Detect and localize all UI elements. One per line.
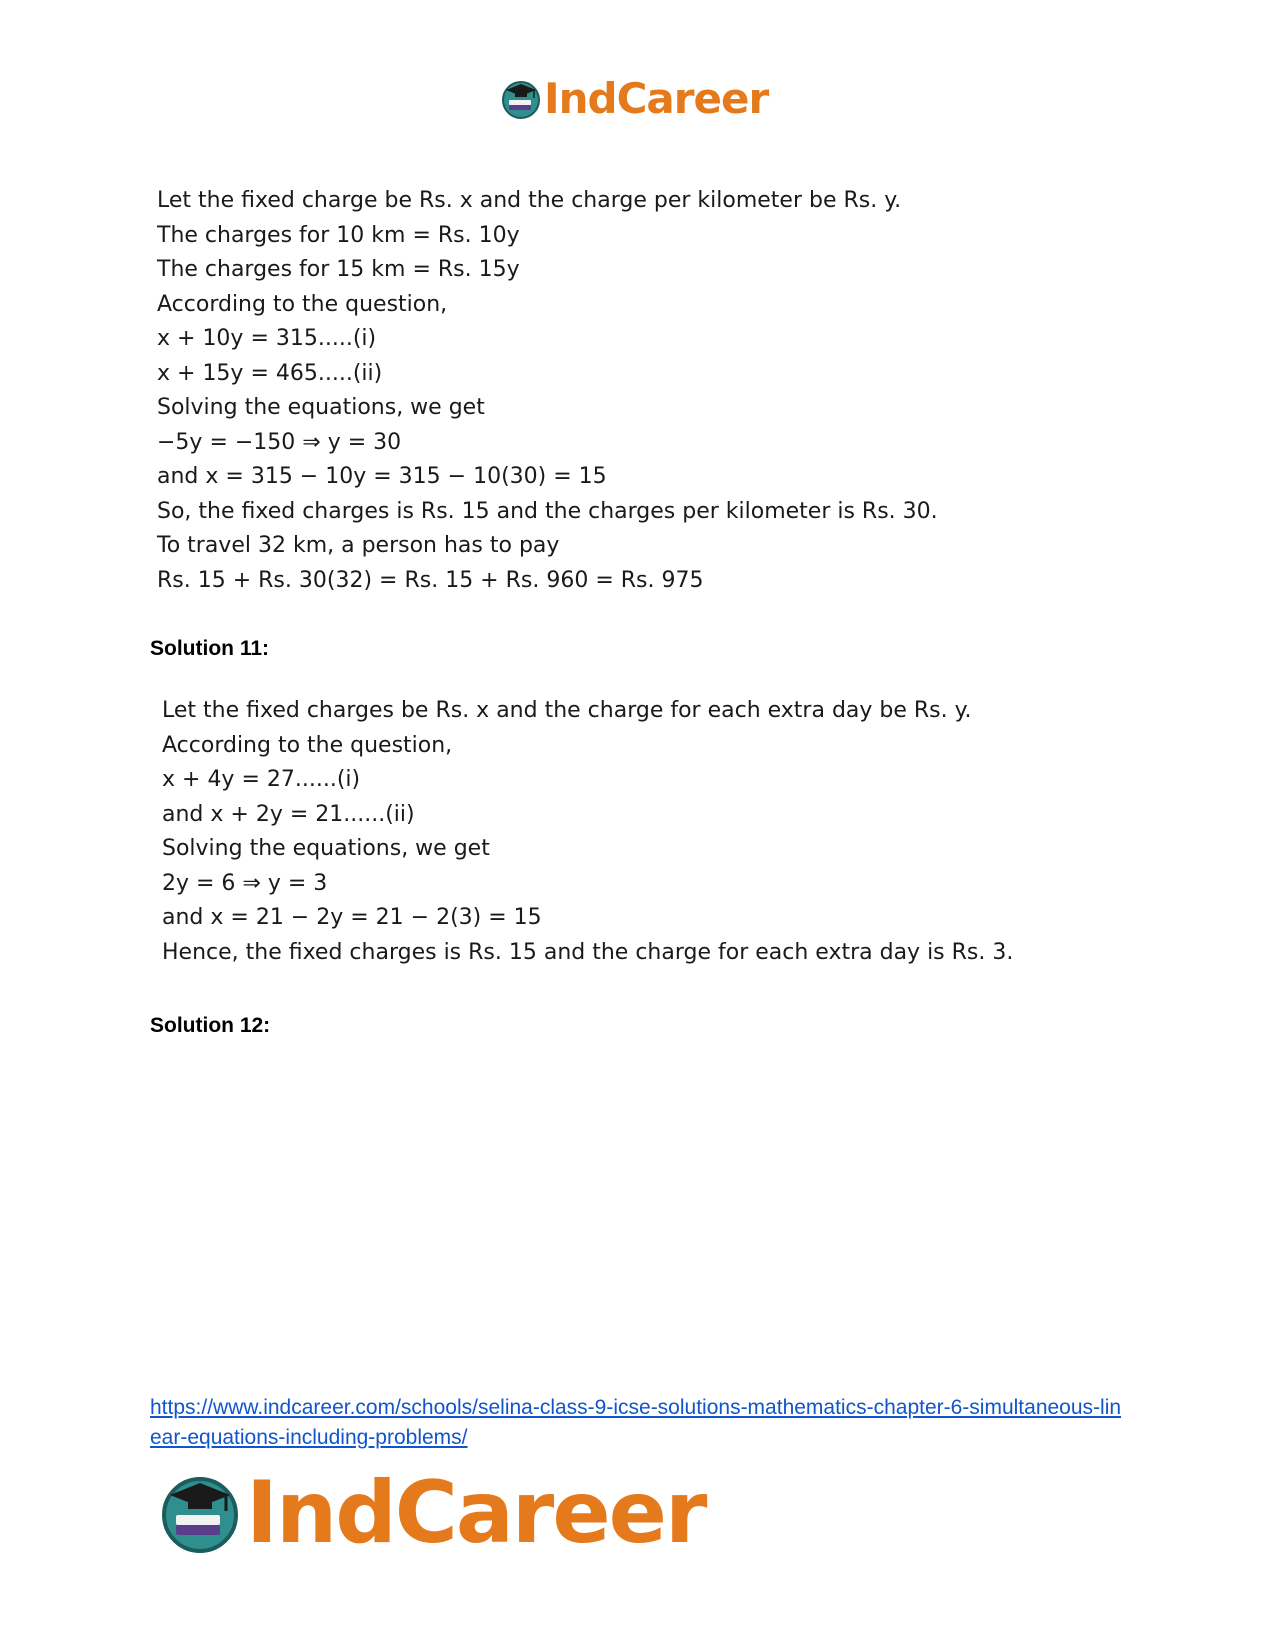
math-line: x + 15y = 465.....(ii): [157, 360, 383, 386]
header-brand-text: IndCareer: [544, 74, 769, 123]
math-line: Rs. 15 + Rs. 30(32) = Rs. 15 + Rs. 960 = Rs. 975: [157, 567, 704, 593]
math-line: Let the fixed charge be Rs. x and the charge per kilometer be Rs. y.: [157, 188, 902, 213]
math-line: −5y = −150 ⇒ y = 30: [157, 429, 402, 455]
math-line: So, the fixed charges is Rs. 15 and the charges per kilometer is Rs. 30.: [157, 498, 938, 524]
math-line: Hence, the fixed charges is Rs. 15 and the charge for each extra day is Rs. 3.: [162, 939, 1014, 965]
math-line: Solving the equations, we get: [157, 395, 485, 420]
footer-logo: [158, 1463, 706, 1563]
graduation-cap-book-icon: [158, 1471, 242, 1555]
math-line: According to the question,: [162, 732, 453, 758]
footer-brand-text: IndCareer: [246, 1463, 706, 1563]
header-logo: [500, 74, 769, 123]
math-line: x + 10y = 315.....(i): [157, 326, 377, 351]
math-line: and x + 2y = 21......(ii): [162, 801, 415, 827]
math-line: and x = 21 − 2y = 21 − 2(3) = 15: [162, 905, 542, 930]
math-line: To travel 32 km, a person has to pay: [157, 533, 560, 558]
solution-11-heading: Solution 11:: [150, 637, 270, 660]
math-line: and x = 315 − 10y = 315 − 10(30) = 15: [157, 464, 607, 489]
solution-11-working: [162, 694, 1013, 970]
math-line: The charges for 15 km = Rs. 15y: [157, 257, 520, 282]
math-line: x + 4y = 27......(i): [162, 767, 361, 792]
graduation-cap-book-icon: [500, 78, 542, 120]
math-line: The charges for 10 km = Rs. 10y: [157, 222, 520, 248]
math-line: According to the question,: [157, 291, 448, 317]
math-line: 2y = 6 ⇒ y = 3: [162, 870, 328, 896]
math-line: Solving the equations, we get: [162, 836, 490, 861]
math-line: Let the fixed charges be Rs. x and the charge for each extra day be Rs. y.: [162, 698, 972, 723]
source-link[interactable]: https://www.indcareer.com/schools/selina-class-9-icse-solutions-mathematics-chapter-6-simultaneous-linear-equations-including-problems/: [150, 1396, 1122, 1449]
solution-10-working: [157, 184, 938, 598]
solution-12-heading: Solution 12:: [150, 1014, 271, 1037]
